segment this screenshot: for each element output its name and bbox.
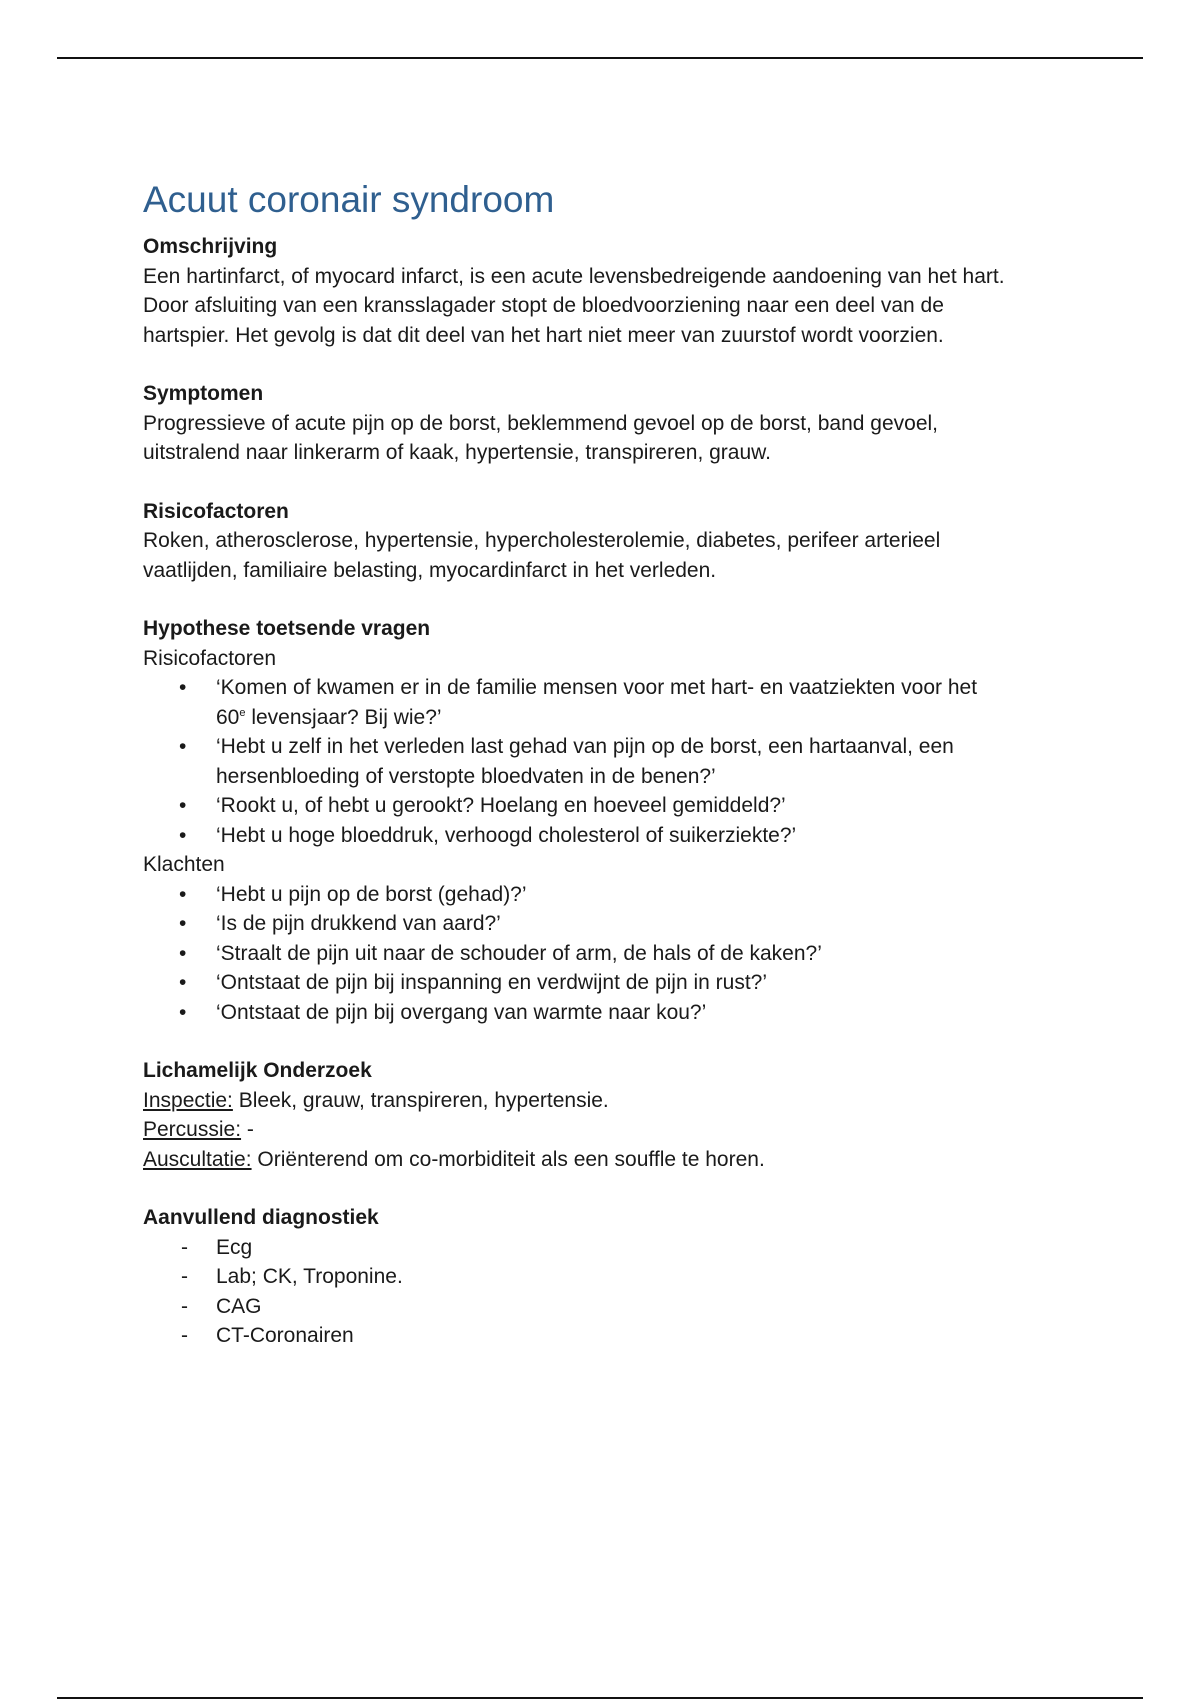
heading-omschrijving: Omschrijving [143,235,278,258]
diagnostiek-list [143,1233,1083,1351]
heading-onderzoek: Lichamelijk Onderzoek [143,1059,372,1082]
list-item: • ‘Is de pijn drukkend van aard?’ [143,909,1083,939]
heading-risicofactoren: Risicofactoren [143,499,289,523]
symptomen-line: Progressieve of acute pijn op de borst, beklemmend gevoel op de borst, band gevoel, [143,411,938,435]
percussie-text: - [241,1118,254,1141]
list-item: • ‘Rookt u, of hebt u gerookt? Hoelang en hoeveel gemiddeld?’ [143,791,1083,821]
section-risicofactoren [143,497,1083,586]
percussie-line [143,1115,1083,1145]
subheading-klachten: Klachten [143,853,225,876]
question-text: ‘Komen of kwamen er in de familie mensen voor met hart- en vaatziekten voor het [216,676,978,699]
question-text: 60 [216,705,240,729]
list-item: • ‘Straalt de pijn uit naar de schouder of arm, de hals of de kaken?’ [143,939,1083,969]
list-item: • ‘Hebt u hoge bloeddruk, verhoogd cholesterol of suikerziekte?’ [143,821,1083,851]
inspectie-label: Inspectie: [143,1088,233,1112]
section-symptomen [143,379,1083,468]
percussie-label: Percussie: [143,1118,242,1141]
question-text: hersenbloeding of verstopte bloedvaten in de benen?’ [216,764,716,788]
list-item: - CT-Coronairen [143,1321,1083,1351]
omschrijving-line: hartspier. Het gevolg is dat dit deel van het hart niet meer van zuurstof wordt voorzien. [143,323,944,347]
risico-questions-list [143,673,1083,850]
klachten-questions-list [143,880,1083,1028]
section-omschrijving [143,232,1083,350]
heading-symptomen: Symptomen [143,382,264,405]
list-item: - Ecg [143,1233,1083,1263]
list-item: - Lab; CK, Troponine. [143,1262,1083,1292]
heading-diagnostiek: Aanvullend diagnostiek [143,1206,379,1229]
inspectie-line [143,1086,1083,1116]
section-onderzoek [143,1056,1083,1174]
section-hypothese [143,614,1083,1027]
page-title: Acuut coronair syndroom [143,179,555,220]
list-item: - CAG [143,1292,1083,1322]
inspectie-text: Bleek, grauw, transpireren, hypertensie. [232,1088,609,1112]
subheading-risicofactoren: Risicofactoren [143,646,277,670]
list-item: • ‘Hebt u pijn op de borst (gehad)?’ [143,880,1083,910]
heading-hypothese: Hypothese toetsende vragen [143,617,431,640]
list-item: • ‘Ontstaat de pijn bij inspanning en verdwijnt de pijn in rust?’ [143,968,1083,998]
auscultatie-line [143,1145,1083,1175]
ordinal-superscript: e [239,706,246,719]
auscultatie-label: Auscultatie: [143,1147,252,1171]
bottom-rule [57,1697,1143,1699]
risicofactoren-line: Roken, atherosclerose, hypertensie, hypercholesterolemie, diabetes, perifeer arterieel [143,529,941,552]
auscultatie-text: Oriënterend om co-morbiditeit als een souffle te horen. [251,1147,765,1171]
question-text: levensjaar? Bij wie?’ [245,705,442,729]
list-item [143,673,1083,732]
risicofactoren-line: vaatlijden, familiaire belasting, myocardinfarct in het verleden. [143,558,717,582]
document-body [143,176,1083,1380]
symptomen-line: uitstralend naar linkerarm of kaak, hypertensie, transpireren, grauw. [143,441,771,464]
omschrijving-line: Een hartinfarct, of myocard infarct, is een acute levensbedreigende aandoening van het hart. [143,264,1005,288]
list-item [143,732,1083,791]
section-diagnostiek [143,1203,1083,1351]
list-item: • ‘Ontstaat de pijn bij overgang van warmte naar kou?’ [143,998,1083,1028]
question-text: ‘Hebt u zelf in het verleden last gehad van pijn op de borst, een hartaanval, een [216,735,954,758]
top-rule [57,57,1143,59]
omschrijving-line: Door afsluiting van een kransslagader stopt de bloedvoorziening naar een deel van de [143,294,944,317]
